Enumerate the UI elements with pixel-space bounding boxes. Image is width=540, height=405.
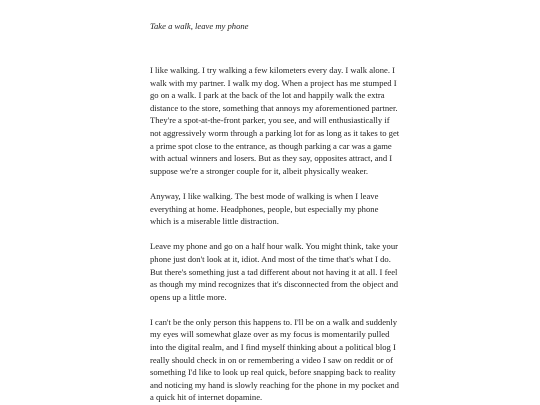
article-paragraph-3: Leave my phone and go on a half hour walk. You might think, take your phone just don't look at it, idiot. And most of the time that's what I do. But there's something just a tad different about not having it at all. I feel as though my mind recognizes that it's disconnected from the object and opens up a little more. [150, 241, 399, 302]
article-paragraph-1: I like walking. I try walking a few kilometers every day. I walk alone. I walk with my partner. I walk my dog. When a project has me stumped I go on a walk. I park at the back of the lot and happily walk the extra distance to the store, something that annoys my aforementioned partner. They're a spot-at-the-front parker, you see, and will enthusiastically if not aggressively worm through a parking lot for as long as it takes to get a prime spot close to the entrance, as though parking a car was a game with actual winners and losers. But as they say, opposites attract, and I suppose we're a stronger couple for it, albeit physically weaker. [150, 65, 400, 176]
article [150, 20, 400, 405]
article-paragraph-2: Anyway, I like walking. The best mode of walking is when I leave everything at home. Headphones, people, but especially my phone which is a miserable little distraction. [150, 190, 379, 227]
article-title: Take a walk, leave my phone [150, 21, 249, 31]
article-paragraph-4: I can't be the only person this happens to. I'll be on a walk and suddenly my eyes will somewhat glaze over as my focus is momentarily pulled into the digital realm, and I find myself thinking about a political blog I really should check in on or remembering a video I saw on reddit or of something I'd like to look up real quick, before snapping back to reality and noticing my hand is slowly reaching for the phone in my pocket and a quick hit of internet dopamine. [150, 316, 399, 403]
